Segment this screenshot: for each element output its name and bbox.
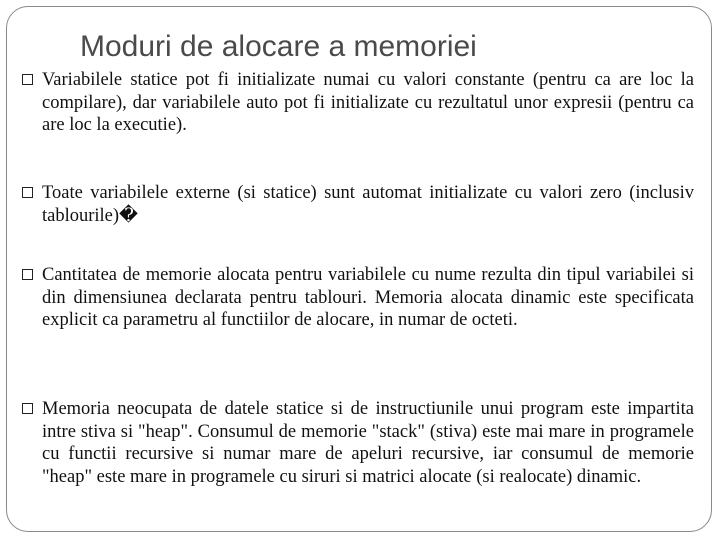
slide-title: Moduri de alocare a memoriei bbox=[80, 30, 477, 63]
bullet-item bbox=[22, 182, 694, 227]
bullet-item bbox=[22, 264, 694, 332]
bullet-text: Toate variabilele externe (si statice) sunt automat initializate cu valori zero (inclusiv tablourile)� bbox=[42, 183, 694, 226]
square-bullet-icon bbox=[22, 74, 33, 85]
bullet-text: Variabilele statice pot fi initializate numai cu valori constante (pentru ca are loc la compilare), dar variabilele auto pot fi initializate cu rezultatul unor expresii (pentru ca are loc la executie). bbox=[42, 70, 694, 135]
square-bullet-icon bbox=[22, 187, 33, 198]
bullet-item bbox=[22, 398, 694, 488]
bullet-item bbox=[22, 69, 694, 137]
square-bullet-icon bbox=[22, 269, 33, 280]
bullet-text: Memoria neocupata de datele statice si de instructiunile unui program este impartita intre stiva si "heap". Consumul de memorie "stack" (stiva) este mai mare in programele cu functii recursive si numar mare de apeluri recursive, iar consumul de memorie "heap" este mare in programele cu siruri si matrici alocate (si realocate) dinamic. bbox=[42, 399, 694, 487]
bullet-text: Cantitatea de memorie alocata pentru variabilele cu nume rezulta din tipul variabilei si din dimensiunea declarata pentru tablouri. Memoria alocata dinamic este specificata explicit ca parametru al functiilor de alocare, in numar de octeti. bbox=[42, 265, 694, 330]
square-bullet-icon bbox=[22, 403, 33, 414]
